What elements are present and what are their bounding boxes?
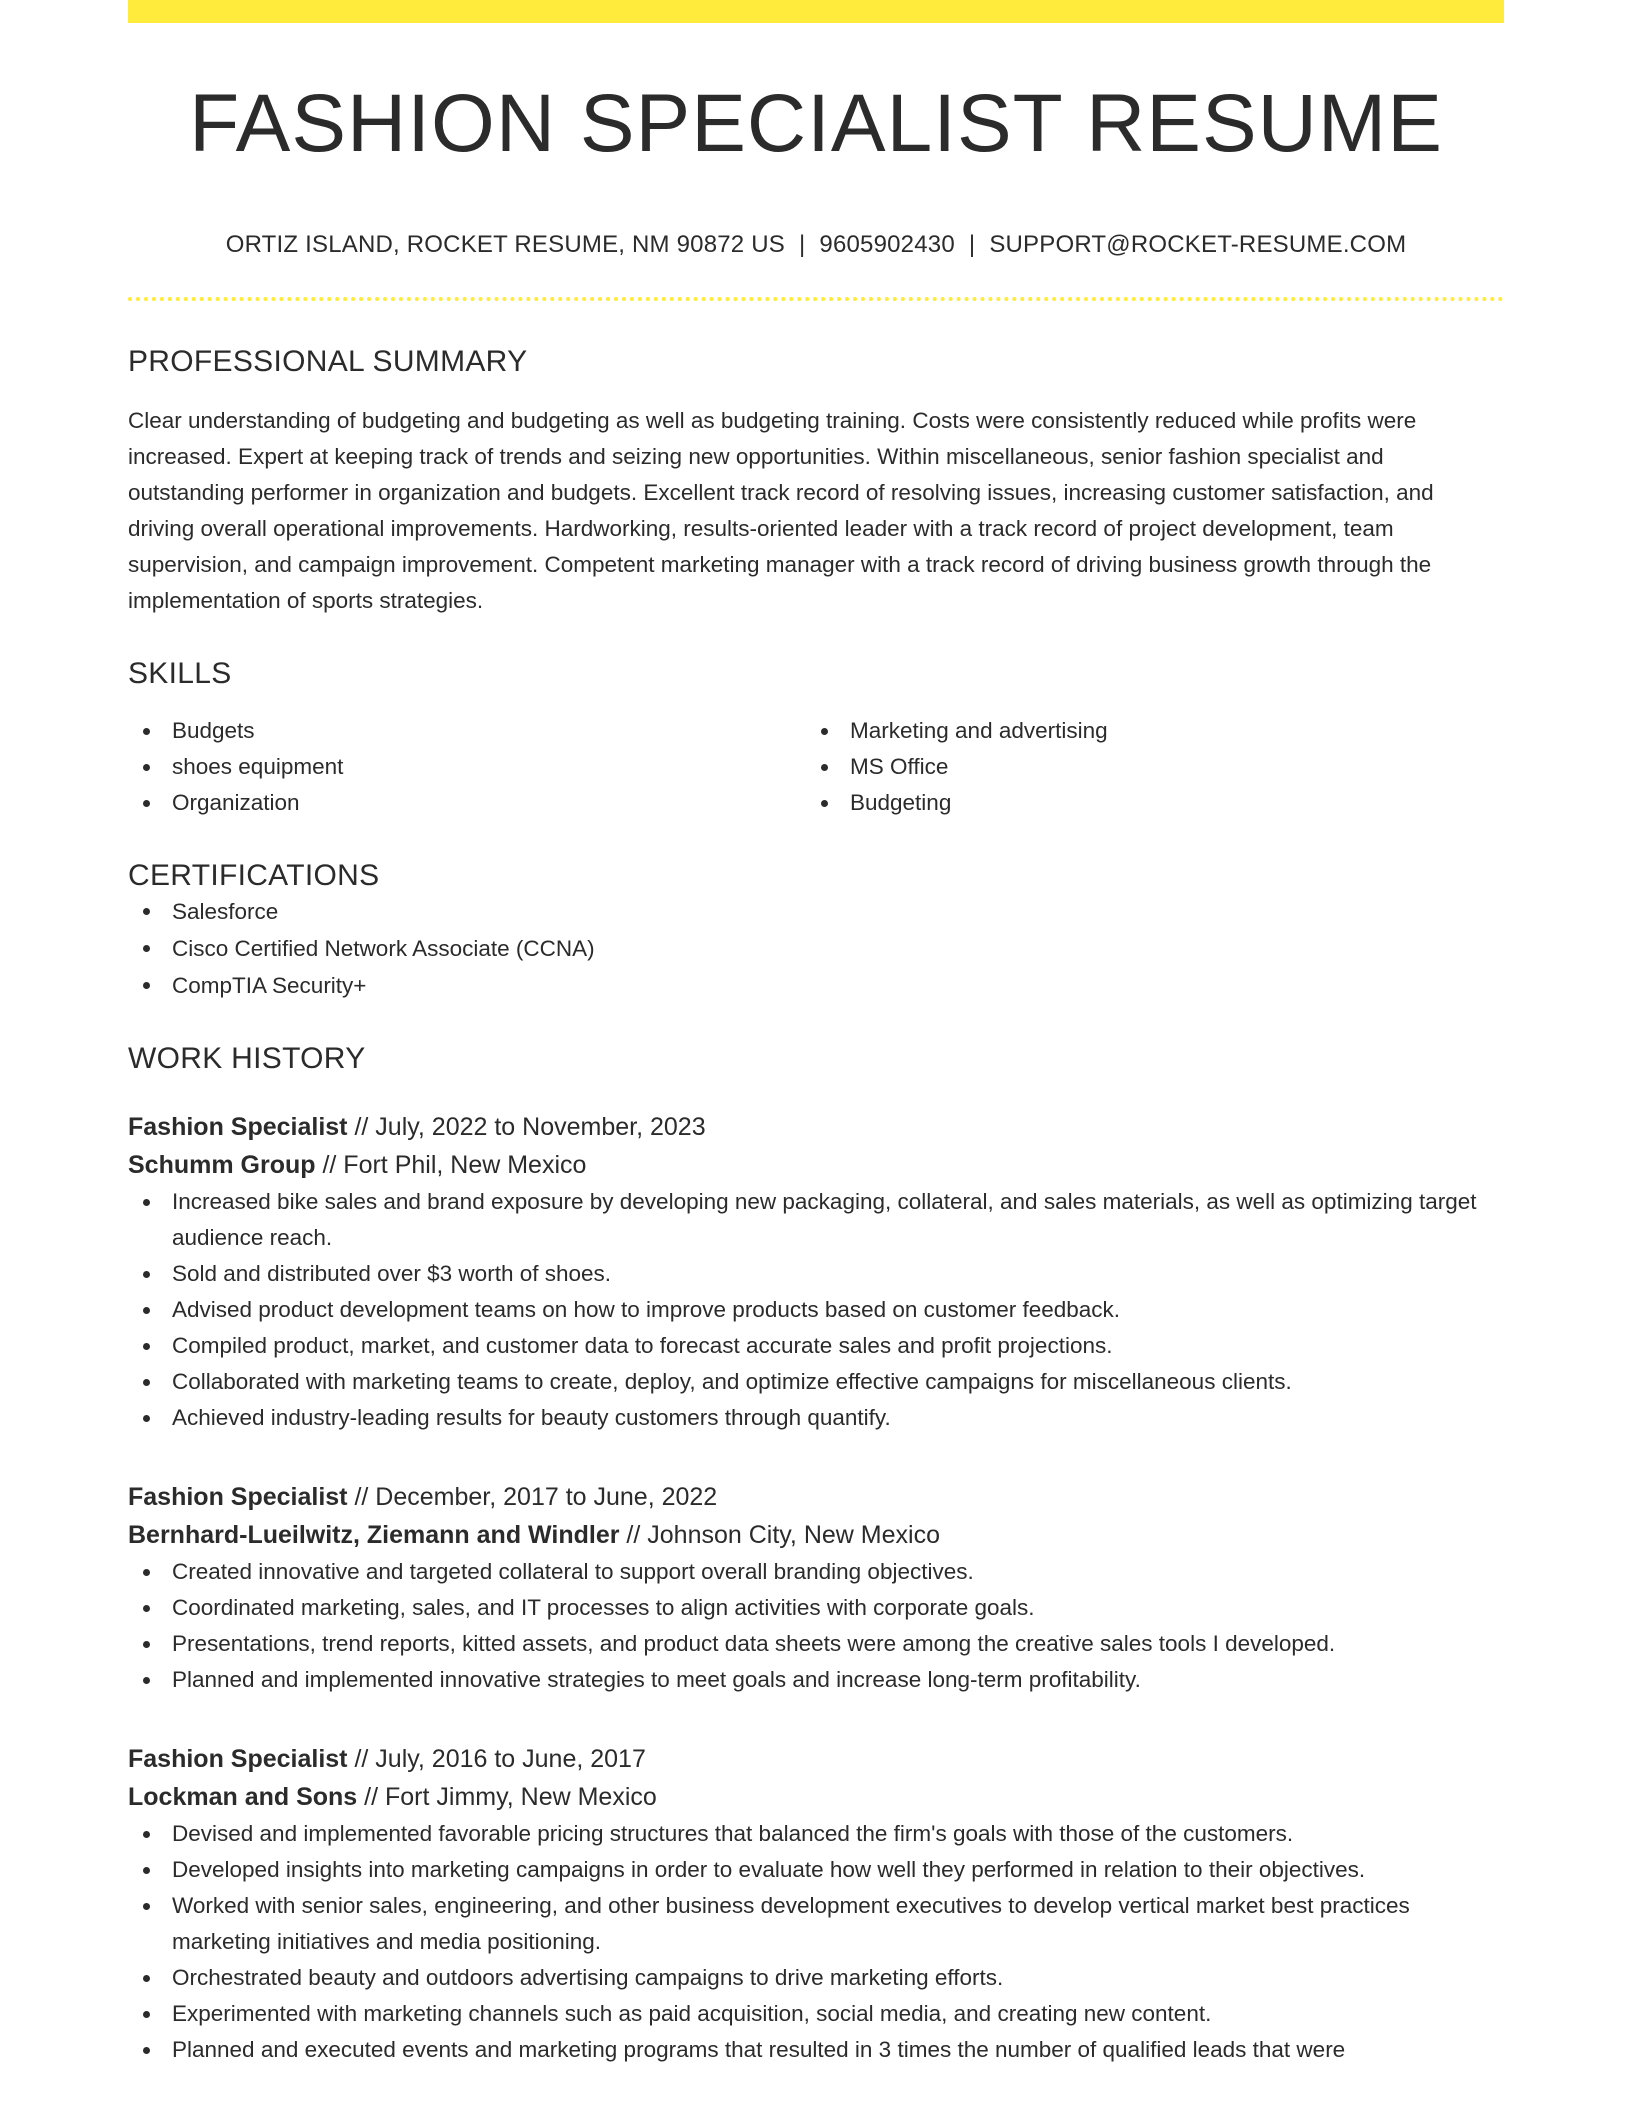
job-bullet: Advised product development teams on how to improve products based on customer feedback. xyxy=(128,1292,1504,1328)
job-title-line xyxy=(128,1108,1504,1146)
skills-section xyxy=(128,657,1504,821)
contact-line xyxy=(128,231,1504,259)
job-company-line xyxy=(128,1516,1504,1554)
job-entry xyxy=(128,1740,1504,2068)
skills-heading: SKILLS xyxy=(128,657,232,690)
certification-item: Cisco Certified Network Associate (CCNA) xyxy=(128,930,1504,967)
work-history-heading: WORK HISTORY xyxy=(128,1042,366,1075)
job-dates: // December, 2017 to June, 2022 xyxy=(347,1483,718,1511)
job-bullets xyxy=(128,1816,1504,2068)
skill-item: Budgets xyxy=(128,713,806,749)
work-history-section xyxy=(128,1042,1504,2068)
certifications-section xyxy=(128,859,1504,1004)
job-bullet: Coordinated marketing, sales, and IT processes to align activities with corporate goals. xyxy=(128,1590,1504,1626)
job-location: // Fort Jimmy, New Mexico xyxy=(357,1783,657,1811)
job-company-line xyxy=(128,1146,1504,1184)
summary-section xyxy=(128,345,1504,619)
contact-email[interactable]: SUPPORT@ROCKET-RESUME.COM xyxy=(989,231,1407,258)
job-bullet: Increased bike sales and brand exposure by developing new packaging, collateral, and sales materials, as well as optimizing target audience reach. xyxy=(128,1184,1504,1256)
job-bullets xyxy=(128,1184,1504,1436)
contact-address: ORTIZ ISLAND, ROCKET RESUME, NM 90872 US xyxy=(225,231,785,258)
job-title-line xyxy=(128,1740,1504,1778)
job-bullet: Orchestrated beauty and outdoors advertising campaigns to drive marketing efforts. xyxy=(128,1960,1504,1996)
job-bullet: Developed insights into marketing campaigns in order to evaluate how well they performed in relation to their objectives. xyxy=(128,1852,1504,1888)
job-bullet: Compiled product, market, and customer data to forecast accurate sales and profit projections. xyxy=(128,1328,1504,1364)
skill-item: Marketing and advertising xyxy=(806,713,1504,749)
certification-item: Salesforce xyxy=(128,893,1504,930)
job-entry xyxy=(128,1478,1504,1698)
job-bullet: Collaborated with marketing teams to create, deploy, and optimize effective campaigns for miscellaneous clients. xyxy=(128,1364,1504,1400)
job-bullet: Sold and distributed over $3 worth of shoes. xyxy=(128,1256,1504,1292)
job-bullet: Created innovative and targeted collateral to support overall branding objectives. xyxy=(128,1554,1504,1590)
dotted-divider xyxy=(128,297,1504,301)
job-title: Fashion Specialist xyxy=(128,1745,348,1773)
contact-separator: | xyxy=(798,231,806,258)
job-bullet: Planned and implemented innovative strategies to meet goals and increase long-term profitability. xyxy=(128,1662,1504,1698)
job-company-line xyxy=(128,1778,1504,1816)
certification-item: CompTIA Security+ xyxy=(128,967,1504,1004)
job-entry xyxy=(128,1108,1504,1436)
skill-item: MS Office xyxy=(806,749,1504,785)
skill-item: shoes equipment xyxy=(128,749,806,785)
summary-text: Clear understanding of budgeting and budgeting as well as budgeting training. Costs were consistently reduced while profits were increased. Expert at keeping track of trends and seizing new opportunities. Within miscellaneous, senior fashion specialist and outstanding performer in organization and budgets. Excellent track record of resolving issues, increasing customer satisfaction, and driving overall operational improvements. Hardworking, results-oriented leader with a track record of project development, team supervision, and campaign improvement. Competent marketing manager with a track record of driving business growth through the implementation of sports strategies. xyxy=(128,408,1434,613)
resume-title: FASHION SPECIALIST RESUME xyxy=(189,78,1443,169)
job-bullet: Devised and implemented favorable pricing structures that balanced the firm's goals with those of the customers. xyxy=(128,1816,1504,1852)
skills-grid xyxy=(128,713,1504,821)
summary-heading: PROFESSIONAL SUMMARY xyxy=(128,345,528,378)
contact-phone[interactable]: 9605902430 xyxy=(819,231,955,258)
job-bullet: Experimented with marketing channels such as paid acquisition, social media, and creating new content. xyxy=(128,1996,1504,2032)
job-title: Fashion Specialist xyxy=(128,1113,348,1141)
job-company: Bernhard-Lueilwitz, Ziemann and Windler xyxy=(128,1521,620,1549)
job-bullet: Planned and executed events and marketing programs that resulted in 3 times the number of qualified leads that were xyxy=(128,2032,1504,2068)
job-bullet: Presentations, trend reports, kitted assets, and product data sheets were among the creative sales tools I developed. xyxy=(128,1626,1504,1662)
job-dates: // July, 2016 to June, 2017 xyxy=(347,1745,646,1773)
job-dates: // July, 2022 to November, 2023 xyxy=(347,1113,706,1141)
job-company: Lockman and Sons xyxy=(128,1783,358,1811)
job-title-line xyxy=(128,1478,1504,1516)
job-title: Fashion Specialist xyxy=(128,1483,348,1511)
job-location: // Fort Phil, New Mexico xyxy=(315,1151,587,1179)
job-bullet: Worked with senior sales, engineering, and other business development executives to develop vertical market best practices marketing initiatives and media positioning. xyxy=(128,1888,1504,1960)
top-accent-bar xyxy=(128,0,1504,23)
skill-item: Budgeting xyxy=(806,785,1504,821)
certifications-heading: CERTIFICATIONS xyxy=(128,859,380,892)
job-location: // Johnson City, New Mexico xyxy=(619,1521,940,1549)
skills-list-left xyxy=(128,713,806,821)
certifications-list xyxy=(128,893,1504,1004)
job-company: Schumm Group xyxy=(128,1151,316,1179)
job-bullet: Achieved industry-leading results for beauty customers through quantify. xyxy=(128,1400,1504,1436)
resume-page xyxy=(128,0,1504,2068)
contact-separator: | xyxy=(968,231,976,258)
job-bullets xyxy=(128,1554,1504,1698)
skills-list-right xyxy=(806,713,1504,821)
skill-item: Organization xyxy=(128,785,806,821)
